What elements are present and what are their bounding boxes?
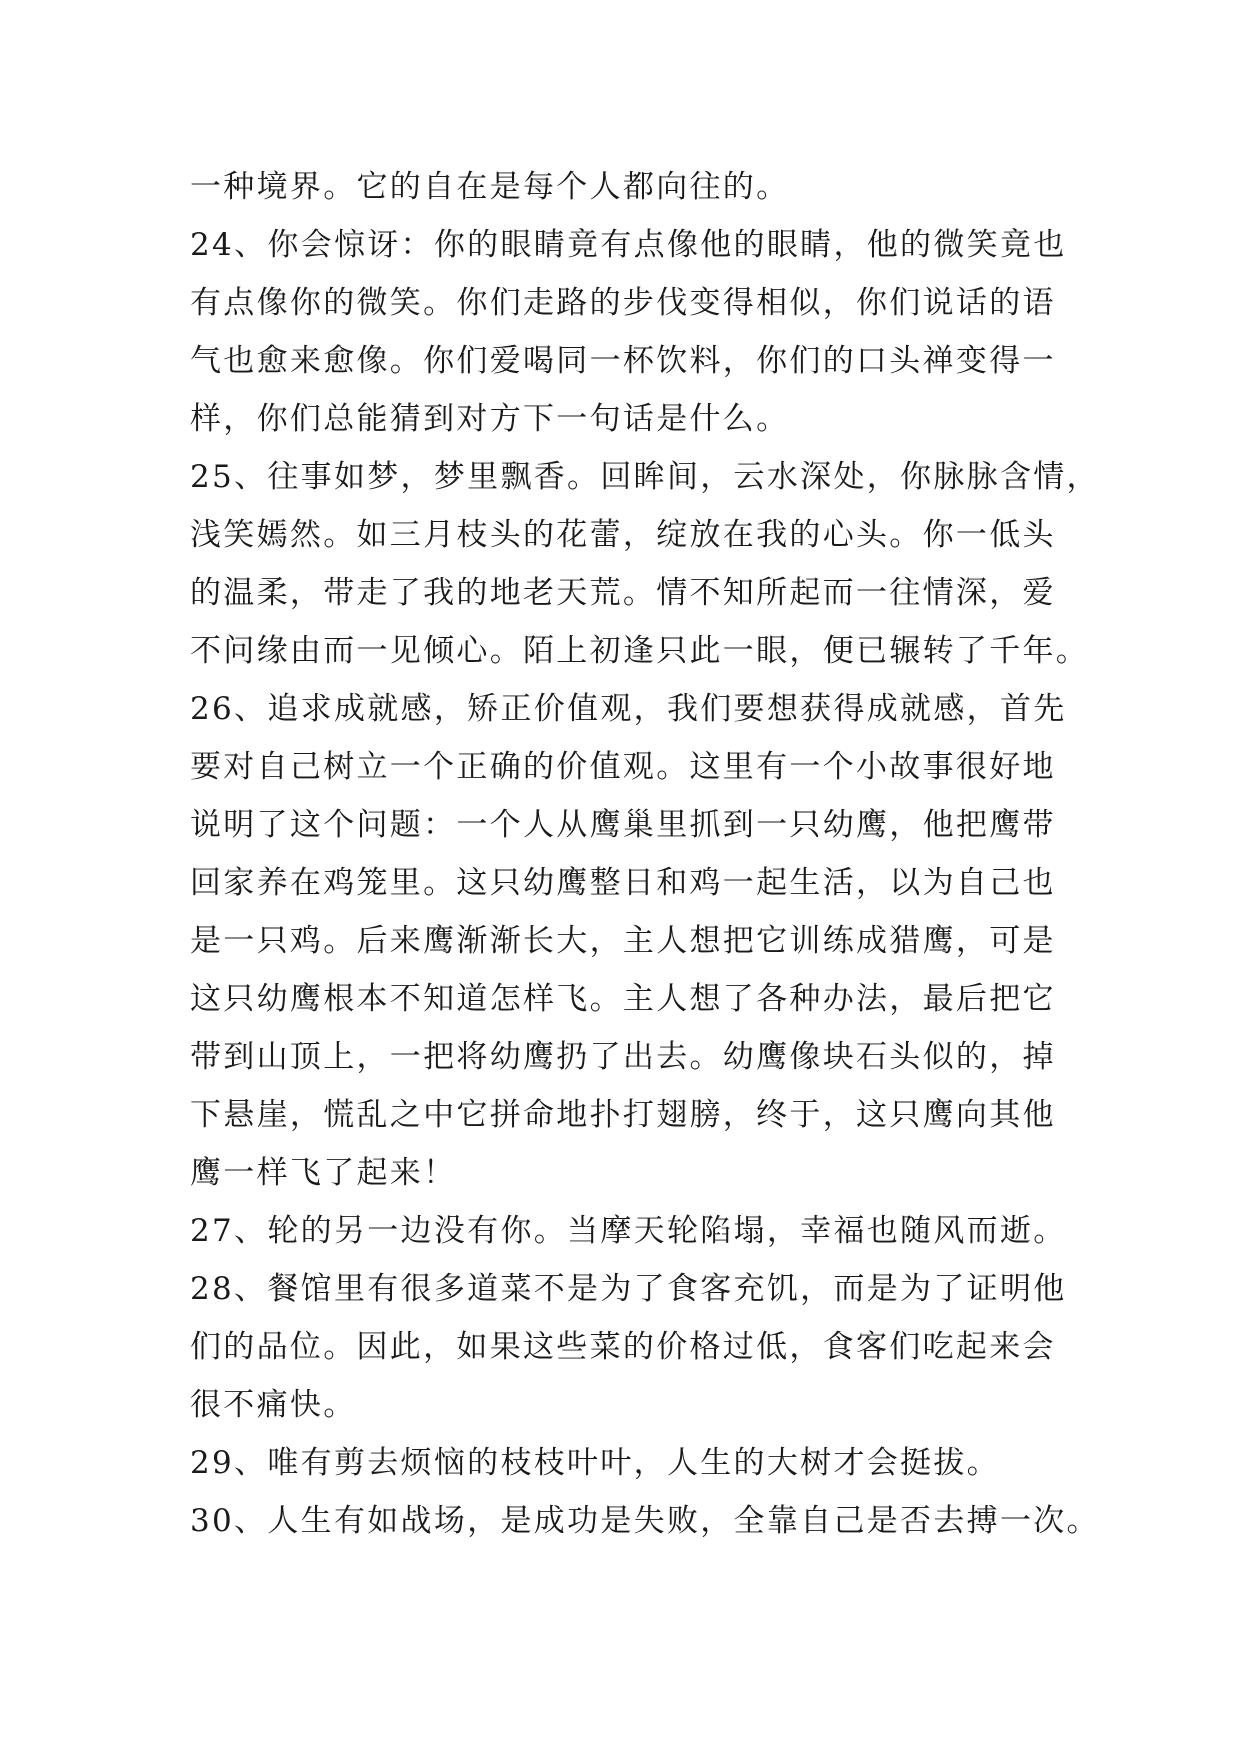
text-line: 们的品位。因此，如果这些菜的价格过低，食客们吃起来会 <box>190 1329 1056 1365</box>
text-line: 这只幼鹰根本不知道怎样飞。主人想了各种办法，最后把它 <box>190 981 1056 1017</box>
text-line: 是一只鸡。后来鹰渐渐长大，主人想把它训练成猎鹰，可是 <box>190 923 1056 959</box>
text-line: 有点像你的微笑。你们走路的步伐变得相似，你们说话的语 <box>190 285 1056 321</box>
text-line: 浅笑嫣然。如三月枝头的花蕾，绽放在我的心头。你一低头 <box>190 517 1056 553</box>
text-line: 带到山顶上，一把将幼鹰扔了出去。幼鹰像块石头似的，掉 <box>190 1039 1056 1075</box>
text-line: 气也愈来愈像。你们爱喝同一杯饮料，你们的口头禅变得一 <box>190 343 1056 379</box>
text-line: 30、人生有如战场，是成功是失败，全靠自己是否去搏一次。 <box>190 1503 1100 1539</box>
text-line: 回家养在鸡笼里。这只幼鹰整日和鸡一起生活，以为自己也 <box>190 865 1056 901</box>
text-line: 鹰一样飞了起来！ <box>190 1155 457 1191</box>
text-line: 的温柔，带走了我的地老天荒。情不知所起而一往情深，爱 <box>190 575 1056 611</box>
text-line: 25、往事如梦，梦里飘香。回眸间，云水深处，你脉脉含情， <box>190 459 1100 495</box>
text-line: 26、追求成就感，矫正价值观，我们要想获得成就感，首先 <box>190 691 1067 727</box>
text-line: 28、餐馆里有很多道菜不是为了食客充饥，而是为了证明他 <box>190 1271 1067 1307</box>
text-line: 不问缘由而一见倾心。陌上初逢只此一眼，便已辗转了千年。 <box>190 633 1090 669</box>
text-line: 说明了这个问题：一个人从鹰巢里抓到一只幼鹰，他把鹰带 <box>190 807 1056 843</box>
text-line: 下悬崖，慌乱之中它拼命地扑打翅膀，终于，这只鹰向其他 <box>190 1097 1056 1133</box>
text-line: 很不痛快。 <box>190 1387 357 1423</box>
text-line: 要对自己树立一个正确的价值观。这里有一个小故事很好地 <box>190 749 1056 785</box>
text-line: 29、唯有剪去烦恼的枝枝叶叶，人生的大树才会挺拔。 <box>190 1445 1000 1481</box>
text-line: 27、轮的另一边没有你。当摩天轮陷塌，幸福也随风而逝。 <box>190 1213 1067 1249</box>
text-line: 样，你们总能猜到对方下一句话是什么。 <box>190 401 790 437</box>
document-body <box>190 158 1100 1550</box>
text-line: 一种境界。它的自在是每个人都向往的。 <box>190 169 790 205</box>
text-line: 24、你会惊讶：你的眼睛竟有点像他的眼睛，他的微笑竟也 <box>190 227 1067 263</box>
